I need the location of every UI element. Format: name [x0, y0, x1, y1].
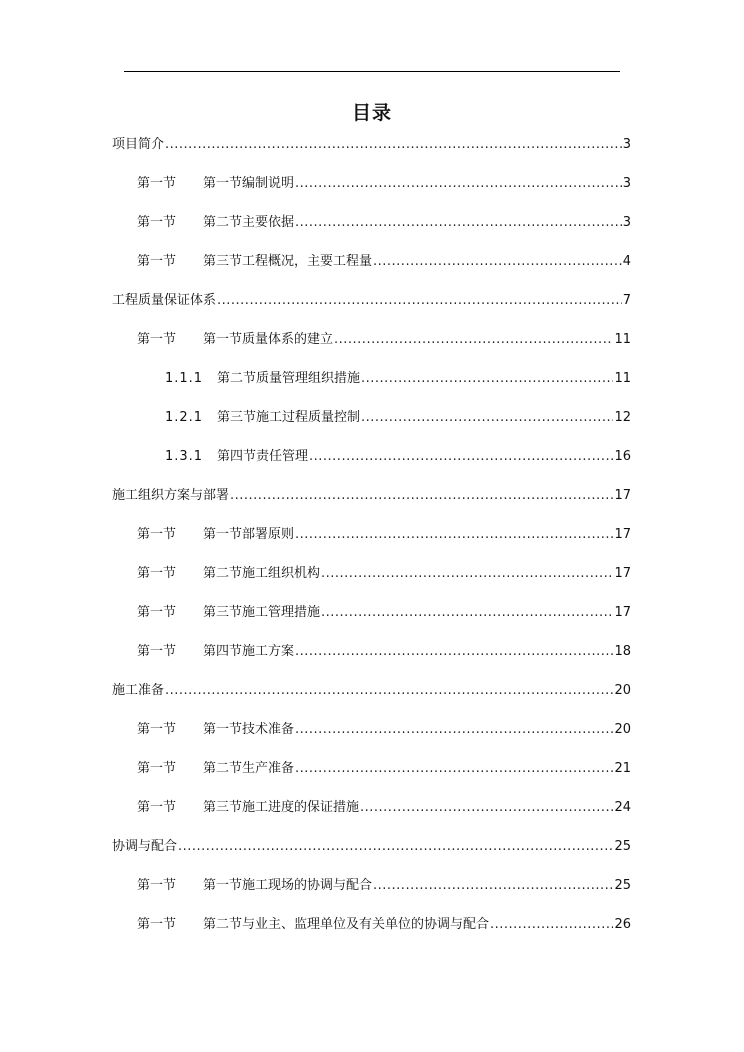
toc-entry[interactable]: [112, 483, 631, 505]
toc-entry-title: 第一节施工现场的协调与配合: [203, 878, 373, 893]
toc-entry-title: 第一节质量体系的建立: [203, 332, 334, 347]
toc-entry-number: 第一节: [137, 176, 177, 191]
toc-page-number: 4: [622, 254, 631, 269]
toc-page-number: 24: [614, 800, 631, 815]
toc-dot-leader: [165, 682, 613, 700]
toc-entry-title: 第二节生产准备: [203, 761, 295, 776]
toc-page-number: 25: [614, 878, 631, 893]
toc-page-number: 25: [614, 839, 631, 854]
header-rule: [124, 71, 620, 72]
toc-page-number: 21: [614, 761, 631, 776]
toc-entry-number: 第一节: [137, 254, 177, 269]
toc-page-number: 17: [614, 605, 631, 620]
toc-page-number: 17: [614, 566, 631, 581]
toc-entry[interactable]: [137, 561, 631, 583]
toc-entry[interactable]: [112, 288, 631, 310]
toc-entry[interactable]: [137, 717, 631, 739]
toc-dot-leader: [165, 136, 622, 154]
toc-dot-leader: [490, 916, 613, 934]
toc-entry-title: 第四节责任管理: [217, 449, 309, 464]
toc-entry[interactable]: [112, 834, 631, 856]
toc-page-number: 17: [614, 527, 631, 542]
toc-entry-title: 第三节工程概况，主要工程量: [203, 254, 373, 269]
toc-entry[interactable]: [137, 639, 631, 661]
toc-entry-number: 第一节: [137, 644, 177, 659]
toc-dot-leader: [360, 799, 613, 817]
toc-entry-title: 第一节部署原则: [203, 527, 295, 542]
toc-entry-number: 1.1.1: [165, 371, 204, 386]
toc-page-number: 26: [614, 917, 631, 932]
toc-page-number: 20: [614, 683, 631, 698]
toc-dot-leader: [217, 292, 622, 310]
toc-entry[interactable]: [137, 522, 631, 544]
toc-page-number: 11: [614, 371, 631, 386]
toc-entry-number: 第一节: [137, 566, 177, 581]
toc-entry-title: 第一节技术准备: [203, 722, 295, 737]
toc-entry[interactable]: [165, 444, 631, 466]
toc-entry[interactable]: [137, 210, 631, 232]
toc-entry-number: 第一节: [137, 917, 177, 932]
toc-entry-title: 第二节与业主、监理单位及有关单位的协调与配合: [203, 917, 490, 932]
toc-dot-leader: [295, 721, 613, 739]
toc-page-number: 7: [622, 293, 631, 308]
toc-entry-title: 工程质量保证体系: [112, 293, 217, 308]
toc-entry-number: 第一节: [137, 800, 177, 815]
toc-page-number: 16: [614, 449, 631, 464]
toc-entry[interactable]: [137, 600, 631, 622]
toc-dot-leader: [373, 253, 622, 271]
toc-page-number: 18: [614, 644, 631, 659]
toc-entry-title: 第三节施工管理措施: [203, 605, 321, 620]
toc-dot-leader: [295, 760, 613, 778]
toc-dot-leader: [295, 175, 622, 193]
toc-entry-title: 施工组织方案与部署: [112, 488, 230, 503]
toc-page-number: 20: [614, 722, 631, 737]
toc-entry-title: 第四节施工方案: [203, 644, 295, 659]
toc-entry-number: 1.3.1: [165, 449, 204, 464]
toc-page-number: 12: [614, 410, 631, 425]
toc-entry-title: 第二节质量管理组织措施: [217, 371, 361, 386]
toc-entry-number: 第一节: [137, 332, 177, 347]
toc-page-number: 3: [622, 176, 631, 191]
toc-entry-number: 第一节: [137, 878, 177, 893]
toc-dot-leader: [321, 565, 613, 583]
toc-entry[interactable]: [165, 405, 631, 427]
toc-page-number: 17: [614, 488, 631, 503]
toc-entry-number: 1.2.1: [165, 410, 204, 425]
toc-dot-leader: [321, 604, 613, 622]
toc-entry-number: 第一节: [137, 761, 177, 776]
toc-dot-leader: [295, 214, 622, 232]
toc-entry[interactable]: [112, 132, 631, 154]
toc-page-number: 3: [622, 137, 631, 152]
toc-page-number: 3: [622, 215, 631, 230]
toc-entry-title: 施工准备: [112, 683, 165, 698]
toc-dot-leader: [230, 487, 613, 505]
toc-entry-number: 第一节: [137, 722, 177, 737]
toc-title: 目录: [351, 102, 392, 124]
toc-entry-title: 第二节主要依据: [203, 215, 295, 230]
toc-entry-title: 协调与配合: [112, 839, 178, 854]
toc-entry-number: 第一节: [137, 215, 177, 230]
toc-entry[interactable]: [112, 678, 631, 700]
toc-dot-leader: [178, 838, 613, 856]
toc-entry-number: 第一节: [137, 527, 177, 542]
toc-entry[interactable]: [137, 756, 631, 778]
toc-entry[interactable]: [137, 327, 631, 349]
toc-entry[interactable]: [137, 171, 631, 193]
toc-dot-leader: [295, 526, 613, 544]
toc-entry-number: 第一节: [137, 605, 177, 620]
toc-dot-leader: [361, 409, 613, 427]
toc-entry[interactable]: [137, 795, 631, 817]
toc-entry[interactable]: [165, 366, 631, 388]
toc-entry-title: 第二节施工组织机构: [203, 566, 321, 581]
toc-entry-title: 第一节编制说明: [203, 176, 295, 191]
toc-entry[interactable]: [137, 873, 631, 895]
toc-dot-leader: [373, 877, 613, 895]
toc-entry-title: 第三节施工进度的保证措施: [203, 800, 360, 815]
toc-entry-title: 项目简介: [112, 137, 165, 152]
toc-dot-leader: [334, 331, 613, 349]
toc-dot-leader: [295, 643, 613, 661]
toc-entry[interactable]: [137, 912, 631, 934]
toc-page-number: 11: [614, 332, 631, 347]
toc-dot-leader: [361, 370, 613, 388]
toc-entry-title: 第三节施工过程质量控制: [217, 410, 361, 425]
toc-entry[interactable]: [137, 249, 631, 271]
toc-dot-leader: [309, 448, 613, 466]
